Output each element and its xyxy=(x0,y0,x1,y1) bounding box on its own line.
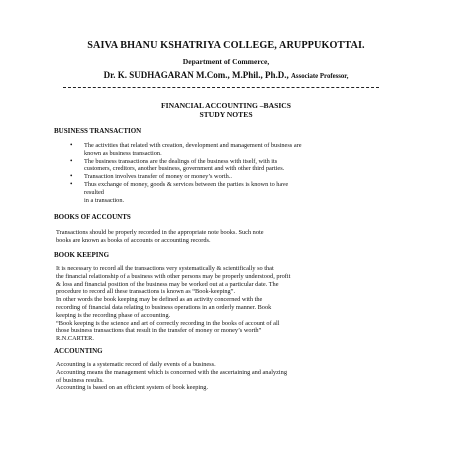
text-line: of business results. xyxy=(56,376,104,384)
book-keeping-paragraph xyxy=(56,265,290,343)
text-line: those business transactions that result in the transfer of money or money’s worth” xyxy=(56,327,262,335)
author-name: Dr. K. SUDHAGARAN xyxy=(103,70,194,80)
text-line: It is necessary to record all the transactions very systematically & scientifically so that xyxy=(56,265,274,272)
text-line: R.N.CARTER. xyxy=(56,335,94,343)
notes-subtitle: STUDY NOTES xyxy=(199,110,253,119)
author-title: Associate Professor, xyxy=(291,73,349,80)
college-name: SAIVA BHANU KSHATRIYA COLLEGE, ARUPPUKOTTAI. xyxy=(87,40,365,51)
books-of-accounts-paragraph xyxy=(56,229,264,245)
list-item: • The business transactions are the dealings of the business with itself, with its customers, creditors, another business, government and with other third parties. xyxy=(70,158,302,174)
department-name: Department of Commerce, xyxy=(182,57,270,66)
section-heading-business-transaction: BUSINESS TRANSACTION xyxy=(54,127,142,135)
text-line: & loss and financial position of the business may be worked out at a particular date. The xyxy=(56,280,279,288)
list-item: • Thus exchange of money, goods & services between the parties is known to have resulted in a transaction. xyxy=(70,181,302,204)
text-line: Transactions should be properly recorded in the appropriate note books. Such note xyxy=(56,229,264,236)
text-line: In other words the book keeping may be defined as an activity concerned with the xyxy=(56,296,263,304)
author-degrees: M.Com., M.Phil., Ph.D., xyxy=(193,70,292,80)
notes-title: FINANCIAL ACCOUNTING –BASICS xyxy=(161,101,291,110)
text-line: procedure to record all these transactions is known as “Book-keeping”. xyxy=(56,288,236,296)
section-heading-books-of-accounts: BOOKS OF ACCOUNTS xyxy=(54,213,131,221)
text-line: “Book keeping is the science and art of correctly recording in the books of account of all xyxy=(56,319,280,327)
author-line xyxy=(0,70,452,80)
text-line: keeping is the recording phase of accounting. xyxy=(56,311,171,319)
section-heading-accounting: ACCOUNTING xyxy=(54,347,103,355)
text-line: Accounting is a systematic record of daily events of a business. xyxy=(56,361,216,368)
text-line: Accounting is based on an efficient system of book keeping. xyxy=(56,384,209,392)
header-divider xyxy=(63,87,379,88)
accounting-paragraph xyxy=(56,361,287,392)
text-line: recording of financial data relating to business operations in an orderly manner. Book xyxy=(56,303,272,311)
section-heading-book-keeping: BOOK KEEPING xyxy=(54,251,110,259)
list-item: • The activities that related with creation, development and management of business are known as business transaction. xyxy=(70,142,302,158)
list-item: • Transaction involves transfer of money or money’s worth.. xyxy=(70,173,302,181)
text-line: the financial relationship of a business with other persons may be properly understood, profit xyxy=(56,272,291,280)
business-transaction-list xyxy=(70,142,302,204)
text-line: Accounting means the management which is concerned with the ascertaining and analyzing xyxy=(56,368,287,376)
text-line: books are known as books of accounts or accounting records. xyxy=(56,236,211,244)
